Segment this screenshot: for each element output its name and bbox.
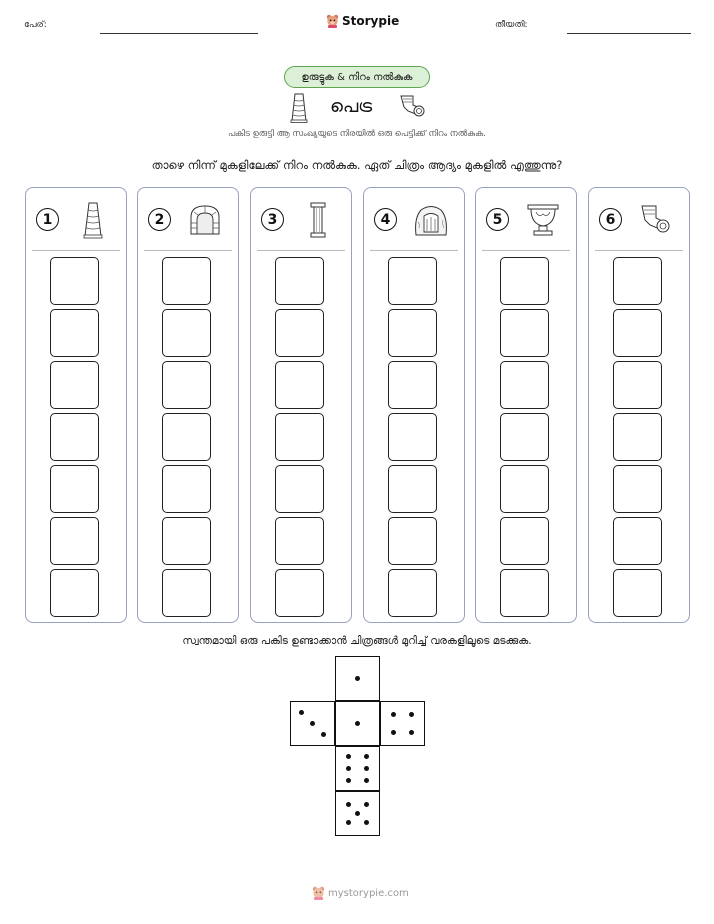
color-box[interactable] (388, 257, 437, 305)
color-box[interactable] (50, 569, 99, 617)
color-box[interactable] (162, 569, 211, 617)
die-pip (409, 730, 414, 735)
arched-gateway-icon (188, 203, 222, 237)
rock-tomb-icon (413, 202, 449, 238)
activity-badge (284, 66, 430, 88)
name-label: പേര്: (24, 20, 47, 30)
column-number: 3 (261, 208, 284, 231)
die-face-center (335, 701, 380, 746)
color-box[interactable] (162, 309, 211, 357)
color-box[interactable] (50, 309, 99, 357)
cell-stack (275, 257, 324, 621)
die-face-right (380, 701, 425, 746)
color-box[interactable] (388, 465, 437, 513)
brand-logo (326, 14, 399, 28)
net-caption: സ്വന്തമായി ഒരു പകിട ഉണ്ടാക്കാൻ ചിത്രങ്ങൾ മുറിച്ച് വരകളിലൂടെ മടക്കുക. (182, 635, 532, 647)
die-pip (346, 820, 351, 825)
die-pip (346, 766, 351, 771)
subtitle: പകിട ഉരുട്ടി ആ സംഖ്യയുടെ നിരയിൽ ഒരു പെട്ടിക്ക് നിറം നൽകുക. (228, 129, 486, 139)
die-face-top (335, 656, 380, 701)
color-box[interactable] (613, 309, 662, 357)
column-number: 1 (36, 208, 59, 231)
bear-logo-icon (326, 14, 339, 28)
cell-stack (500, 257, 549, 621)
die-pip (364, 820, 369, 825)
column-header (251, 188, 351, 250)
color-box[interactable] (613, 361, 662, 409)
color-box[interactable] (388, 517, 437, 565)
urn-icon (525, 202, 561, 238)
color-box[interactable] (500, 257, 549, 305)
color-box[interactable] (388, 309, 437, 357)
page-title: പെട്ര (330, 96, 373, 117)
column-5 (475, 187, 577, 623)
column-divider (257, 250, 345, 251)
color-box[interactable] (500, 413, 549, 461)
color-box[interactable] (500, 309, 549, 357)
color-box[interactable] (613, 413, 662, 461)
column-header (476, 188, 576, 250)
column-3 (250, 187, 352, 623)
footer-url[interactable]: mystorypie.com (328, 887, 409, 899)
color-box[interactable] (388, 361, 437, 409)
color-box[interactable] (50, 257, 99, 305)
color-box[interactable] (275, 413, 324, 461)
die-pip (321, 732, 326, 737)
column-header (364, 188, 464, 250)
color-box[interactable] (162, 517, 211, 565)
die-pip (364, 802, 369, 807)
column-number: 6 (599, 208, 622, 231)
column-header (138, 188, 238, 250)
obelisk-icon (81, 200, 105, 240)
die-pip (299, 710, 304, 715)
column-header (26, 188, 126, 250)
cell-stack (613, 257, 662, 621)
die-pip (355, 811, 360, 816)
column-6 (588, 187, 690, 623)
die-pip (409, 712, 414, 717)
brand-name: Storypie (342, 14, 400, 28)
broken-column-icon (398, 93, 428, 119)
instruction: താഴെ നിന്ന് മുകളിലേക്ക് നിറം നൽകുക. ഏത് ചിത്രം ആദ്യം മുകളിൽ എത്തുന്നു? (151, 158, 563, 172)
broken-column-icon (639, 203, 673, 237)
obelisk-icon (289, 91, 309, 123)
column-divider (144, 250, 232, 251)
column-number: 2 (148, 208, 171, 231)
color-box[interactable] (162, 257, 211, 305)
cell-stack (162, 257, 211, 621)
color-box[interactable] (500, 361, 549, 409)
die-net (290, 656, 425, 836)
color-box[interactable] (275, 257, 324, 305)
color-box[interactable] (500, 517, 549, 565)
die-pip (346, 802, 351, 807)
die-pip (355, 676, 360, 681)
column-number: 5 (486, 208, 509, 231)
cell-stack (50, 257, 99, 621)
title-row (0, 90, 714, 124)
column-2 (137, 187, 239, 623)
column-divider (482, 250, 570, 251)
color-box[interactable] (388, 569, 437, 617)
color-box[interactable] (388, 413, 437, 461)
color-box[interactable] (275, 569, 324, 617)
die-pip (346, 778, 351, 783)
color-box[interactable] (275, 309, 324, 357)
column-number: 4 (374, 208, 397, 231)
column-divider (32, 250, 120, 251)
color-box[interactable] (50, 465, 99, 513)
color-box[interactable] (162, 413, 211, 461)
bear-logo-icon (312, 886, 325, 900)
color-box[interactable] (613, 517, 662, 565)
color-box[interactable] (613, 569, 662, 617)
column-divider (595, 250, 683, 251)
die-pip (364, 766, 369, 771)
color-box[interactable] (275, 517, 324, 565)
die-pip (355, 721, 360, 726)
die-pip (310, 721, 315, 726)
die-face-bottom (335, 791, 380, 836)
color-box[interactable] (50, 413, 99, 461)
color-box[interactable] (613, 465, 662, 513)
color-box[interactable] (275, 465, 324, 513)
color-box[interactable] (500, 465, 549, 513)
die-pip (346, 754, 351, 759)
name-line[interactable] (100, 33, 258, 34)
column-divider (370, 250, 458, 251)
color-box[interactable] (613, 257, 662, 305)
die-pip (391, 712, 396, 717)
color-box[interactable] (50, 361, 99, 409)
color-box[interactable] (162, 361, 211, 409)
column-header (589, 188, 689, 250)
date-line[interactable] (567, 33, 691, 34)
die-pip (364, 754, 369, 759)
die-pip (364, 778, 369, 783)
column-1 (25, 187, 127, 623)
die-pip (391, 730, 396, 735)
footer (312, 886, 409, 900)
date-label: തീയതി: (495, 20, 528, 30)
column-pillar-icon (308, 200, 328, 240)
column-4 (363, 187, 465, 623)
cell-stack (388, 257, 437, 621)
color-box[interactable] (275, 361, 324, 409)
die-face-lower (335, 746, 380, 791)
color-box[interactable] (500, 569, 549, 617)
activity-label: ഉരുട്ടുക & നിറം നൽകുക (301, 71, 413, 83)
color-box[interactable] (162, 465, 211, 513)
color-box[interactable] (50, 517, 99, 565)
die-face-left (290, 701, 335, 746)
